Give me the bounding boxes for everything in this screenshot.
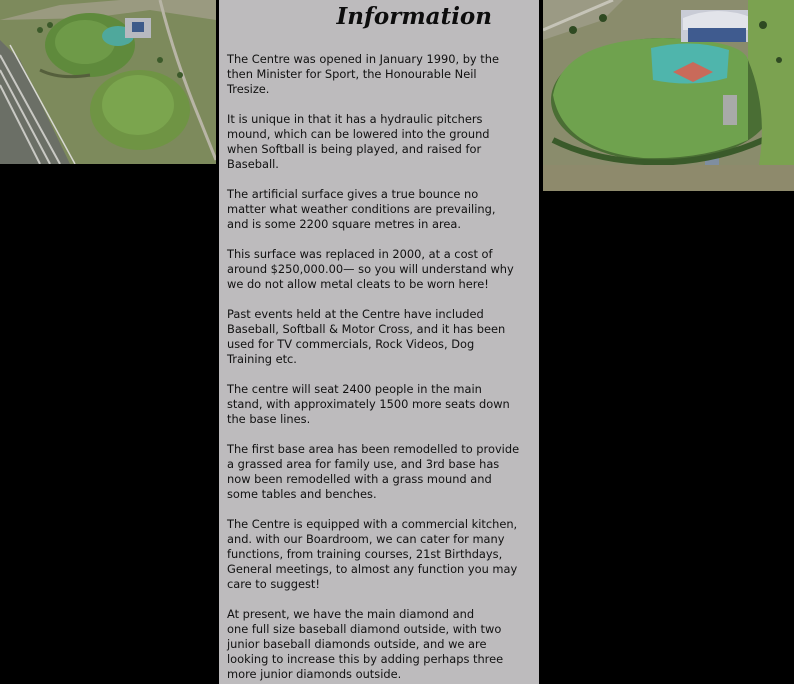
aerial-photo-left: [0, 0, 216, 164]
info-paragraph: The Centre was opened in January 1990, by the then Minister for Sport, the Honourable Neil Tresize.: [227, 52, 499, 96]
baseball-stadium-aerial-image: [543, 0, 794, 191]
info-paragraph: This surface was replaced in 2000, at a cost of around $250,000.00— so you will understand why we do not allow metal cleats to be worn here!: [227, 247, 514, 291]
info-paragraph: The artificial surface gives a true bounce no matter what weather conditions are prevailing, and is some 2200 square metres in area.: [227, 187, 496, 231]
info-paragraph: The first base area has been remodelled to provide a grassed area for family use, and 3rd base has now been remodelled with a grass mound and some tables and benches.: [227, 442, 520, 501]
info-paragraph: Past events held at the Centre have included Baseball, Softball & Motor Cross, and it has been used for TV commercials, Rock Videos, Dog Training etc.: [227, 307, 506, 366]
info-paragraph: At present, we have the main diamond and one full size baseball diamond outside, with two junior baseball diamonds outside, and we are looking to increase this by adding perhaps three more junior diamonds outside.: [227, 607, 504, 681]
information-panel: [219, 0, 539, 684]
info-paragraph: The centre will seat 2400 people in the main stand, with approximately 1500 more seats down the base lines.: [227, 382, 510, 426]
softball-fields-aerial-image: [0, 0, 216, 164]
info-paragraph: The Centre is equipped with a commercial kitchen, and. with our Boardroom, we can cater for many functions, from training courses, 21st Birthdays, General meetings, to almost any function you may care to suggest!: [227, 517, 518, 591]
aerial-photo-right: [543, 0, 794, 191]
page-title: Information: [336, 3, 492, 30]
info-paragraph: It is unique in that it has a hydraulic pitchers mound, which can be lowered into the ground when Softball is being played, and raised for Baseball.: [227, 112, 490, 171]
